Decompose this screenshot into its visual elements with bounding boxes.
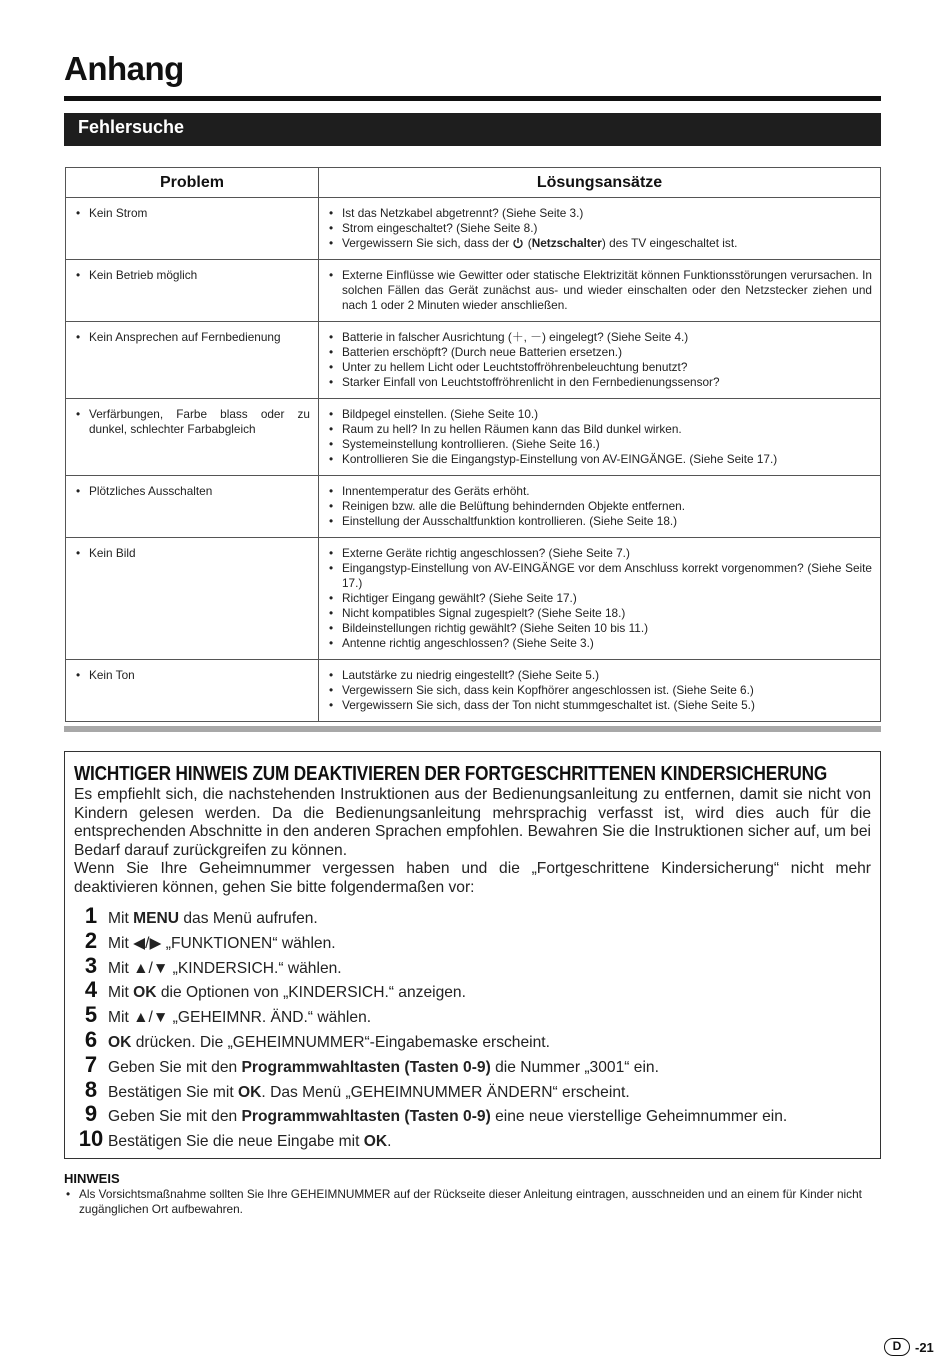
step-text [108, 984, 466, 1002]
solution-item: • Vergewissern Sie sich, dass kein Kopfhörer angeschlossen ist. (Siehe Seite 6.) [327, 683, 872, 698]
step-text-part: . Das Menü „GEHEIMNUMMER ÄNDERN“ erscheint. [261, 1083, 630, 1101]
header-solutions: Lösungsansätze [319, 168, 881, 198]
solution-item: • Nicht kompatibles Signal zugespielt? (Siehe Seite 18.) [327, 606, 872, 621]
notice-heading: WICHTIGER HINWEIS ZUM DEAKTIVIEREN DER FORTGESCHRITTENEN KINDERSICHERUNG [74, 763, 828, 785]
power-switch-label: Netzschalter [531, 236, 602, 250]
solutions-cell [319, 399, 881, 476]
step-text-part: Mit ▲/▼ „GEHEIMNR. ÄND.“ wählen. [108, 1009, 372, 1027]
solution-item: • Bildeinstellungen richtig gewählt? (Siehe Seiten 10 bis 11.) [327, 621, 872, 636]
solution-item: • Unter zu hellem Licht oder Leuchtstoffröhrenbeleuchtung benutzt? [327, 360, 872, 375]
solution-item: • Raum zu hell? In zu hellen Räumen kann das Bild dunkel wirken. [327, 422, 872, 437]
step-item [74, 928, 871, 953]
section-title-bar: Fehlersuche [64, 113, 881, 146]
problem-cell [66, 660, 319, 722]
problem-cell [66, 399, 319, 476]
step-text-part: Mit [108, 910, 134, 927]
step-number: 6 [84, 1026, 98, 1052]
solution-item: • Strom eingeschaltet? (Siehe Seite 8.) [327, 221, 872, 236]
step-text [108, 1084, 630, 1102]
page-footer [884, 1338, 934, 1356]
step-text-part: Geben Sie mit den [108, 1058, 242, 1076]
step-text-part: die Nummer „3001“ ein. [490, 1058, 659, 1076]
troubleshooting-table [65, 167, 881, 722]
step-text-part: eine neue vierstellige Geheimnummer ein. [490, 1108, 788, 1126]
step-number: 5 [84, 1002, 98, 1028]
solution-item: • Systemeinstellung kontrollieren. (Siehe Seite 16.) [327, 437, 872, 452]
step-key-label: MENU [133, 910, 180, 927]
table-body [66, 198, 881, 722]
table-row [66, 476, 881, 538]
table-row [66, 538, 881, 660]
step-text-part: Bestätigen Sie mit [108, 1083, 239, 1101]
solutions-cell [319, 476, 881, 538]
step-text-part: Mit ◀/▶ „FUNKTIONEN“ wählen. [108, 934, 336, 952]
title-rule [64, 96, 881, 101]
step-text [108, 960, 342, 978]
solution-item: • Reinigen bzw. alle die Belüftung behindernden Objekte entfernen. [327, 499, 872, 514]
step-text-part: Geben Sie mit den [108, 1108, 242, 1126]
solution-text: ) des TV eingeschaltet ist. [601, 236, 738, 250]
step-item [74, 1002, 871, 1027]
step-item [74, 1077, 871, 1102]
step-number: 3 [84, 952, 98, 978]
solution-item: • Innentemperatur des Geräts erhöht. [327, 484, 872, 499]
solutions-cell [319, 538, 881, 660]
solution-text: Vergewissern Sie sich, dass der [342, 236, 510, 250]
step-text [108, 1133, 391, 1151]
step-text-part: Mit [108, 984, 134, 1002]
step-text [108, 1059, 659, 1077]
step-key-label: OK [363, 1133, 388, 1151]
step-text-part: Mit ▲/▼ „KINDERSICH.“ wählen. [108, 959, 342, 977]
step-item [74, 1027, 871, 1052]
solution-item: • Lautstärke zu niedrig eingestellt? (Siehe Seite 5.) [327, 668, 872, 683]
table-row [66, 260, 881, 322]
solution-item: • Batterie in falscher Ausrichtung (＋, －) eingelegt? (Siehe Seite 4.) [327, 330, 872, 345]
solution-item: • Externe Einflüsse wie Gewitter oder statische Elektrizität können Funktionsstörungen verursachen. In solchen Fällen das Gerät zunächst aus- und wieder einschalten oder den Netzstecker ziehen und nach 1 oder 2 Minuten wieder anschließen. [327, 268, 872, 313]
page-number: -21 [915, 1339, 934, 1355]
solutions-cell [319, 198, 881, 260]
step-number: 7 [84, 1051, 98, 1077]
problem-text: • Kein Bild [74, 546, 310, 561]
gray-divider [64, 726, 881, 732]
solution-item: • Vergewissern Sie sich, dass der (Netzschalter) des TV eingeschaltet ist. [327, 236, 872, 251]
steps-list [74, 903, 871, 1151]
solution-item: • Batterien erschöpft? (Durch neue Batterien ersetzen.) [327, 345, 872, 360]
power-icon [512, 237, 524, 249]
solutions-cell [319, 260, 881, 322]
solution-item: • Antenne richtig angeschlossen? (Siehe Seite 3.) [327, 636, 872, 651]
problem-cell [66, 260, 319, 322]
solutions-cell [319, 322, 881, 399]
step-text-part: das Menü aufrufen. [179, 910, 318, 927]
step-item [74, 1052, 871, 1077]
notice-paragraph-2: Wenn Sie Ihre Geheimnummer vergessen haben und die „Fortgeschrittene Kindersicherung“ nicht mehr deaktivieren können, gehen Sie bitte folgendermaßen vor: [74, 860, 871, 896]
step-text-part: Bestätigen Sie die neue Eingabe mit [108, 1133, 364, 1151]
hinweis-title: HINWEIS [64, 1171, 120, 1186]
step-item [74, 903, 871, 928]
hinweis-list [64, 1187, 882, 1217]
step-key-label: Programmwahltasten (Tasten 0-9) [241, 1058, 491, 1076]
notice-box [64, 751, 881, 1159]
step-number: 9 [84, 1101, 98, 1127]
hinweis-text: • Als Vorsichtsmaßnahme sollten Sie Ihre GEHEIMNUMMER auf der Rückseite dieser Anleitung eintragen, ausschneiden und an einem für Kinder nicht zugänglichen Ort aufbewahren. [64, 1187, 882, 1217]
step-text [108, 1009, 371, 1027]
step-text [108, 934, 336, 953]
step-text-part: . [387, 1133, 392, 1151]
solution-item: • Starker Einfall von Leuchtstoffröhrenlicht in den Fernbedienungssensor? [327, 375, 872, 390]
problem-text: • Verfärbungen, Farbe blass oder zu dunkel, schlechter Farbabgleich [74, 407, 310, 437]
problem-cell [66, 476, 319, 538]
problem-cell [66, 538, 319, 660]
step-item [74, 1126, 871, 1151]
solution-item: • Bildpegel einstellen. (Siehe Seite 10.) [327, 407, 872, 422]
table-header-row [66, 168, 881, 198]
step-item [74, 977, 871, 1002]
step-text-part: die Optionen von „KINDERSICH.“ anzeigen. [156, 984, 466, 1002]
solutions-cell [319, 660, 881, 722]
step-text [108, 1034, 550, 1052]
step-number: 4 [84, 977, 98, 1003]
header-problem: Problem [66, 168, 319, 198]
step-key-label: Programmwahltasten (Tasten 0-9) [241, 1108, 491, 1126]
solution-item: • Externe Geräte richtig angeschlossen? (Siehe Seite 7.) [327, 546, 872, 561]
solution-item: • Ist das Netzkabel abgetrennt? (Siehe Seite 3.) [327, 206, 872, 221]
problem-text: • Kein Betrieb möglich [74, 268, 310, 283]
step-number: 2 [84, 927, 98, 953]
problem-text: • Kein Strom [74, 206, 310, 221]
step-number: 1 [84, 903, 98, 928]
table-row [66, 399, 881, 476]
step-key-label: OK [108, 1033, 132, 1051]
problem-cell [66, 322, 319, 399]
table-row [66, 660, 881, 722]
step-item [74, 953, 871, 978]
solution-item: • Einstellung der Ausschaltfunktion kontrollieren. (Siehe Seite 18.) [327, 514, 872, 529]
problem-text: • Plötzliches Ausschalten [74, 484, 310, 499]
solution-item: • Eingangstyp-Einstellung von AV-EINGÄNGE vor dem Anschluss korrekt vorgenommen? (Siehe Seite 17.) [327, 561, 872, 591]
language-badge: D [884, 1338, 910, 1356]
solution-item: • Vergewissern Sie sich, dass der Ton nicht stummgeschaltet ist. (Siehe Seite 5.) [327, 698, 872, 713]
step-text [108, 1108, 787, 1126]
table-row [66, 198, 881, 260]
step-number: 10 [78, 1126, 104, 1152]
problem-text: • Kein Ansprechen auf Fernbedienung [74, 330, 310, 345]
solution-item: • Richtiger Eingang gewählt? (Siehe Seite 17.) [327, 591, 872, 606]
notice-paragraph-1: Es empfiehlt sich, die nachstehenden Instruktionen aus der Bedienungsanleitung zu entfernen, damit sie nicht von Kindern gelesen werden. Da die Bedienungsanleitung mehrsprachig verfasst ist, wird dies auch für die entsprechenden Abschnitte in den anderen Sprachen empfohlen. Bewahren Sie die Instruktionen sicher auf, um bei Bedarf darauf zurückgreifen zu können. [74, 786, 871, 859]
table-row [66, 322, 881, 399]
step-key-label: OK [238, 1083, 262, 1101]
step-text-part: drücken. Die „GEHEIMNUMMER“-Eingabemaske erscheint. [131, 1033, 550, 1051]
problem-text: • Kein Ton [74, 668, 310, 683]
page-title: Anhang [64, 50, 184, 87]
solution-item: • Kontrollieren Sie die Eingangstyp-Einstellung von AV-EINGÄNGE. (Siehe Seite 17.) [327, 452, 872, 467]
step-key-label: OK [133, 984, 157, 1002]
step-text [108, 910, 318, 928]
problem-cell [66, 198, 319, 260]
step-item [74, 1101, 871, 1126]
step-number: 8 [84, 1076, 98, 1102]
